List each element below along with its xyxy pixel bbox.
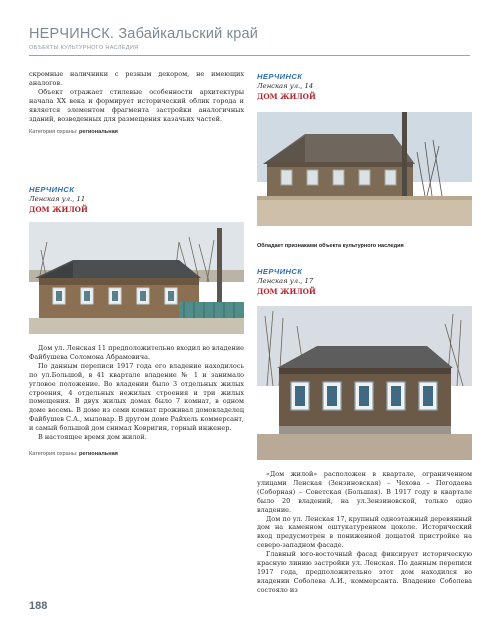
object-note-lenskaya-14 (257, 232, 472, 251)
page-header-title: НЕРЧИНСК. Забайкальский край (29, 26, 259, 42)
page-number: 188 (29, 600, 48, 612)
paragraph-current-use: В настоящее время дом жилой. (38, 433, 147, 442)
object-city: НЕРЧИНСК (29, 185, 75, 194)
photo-house-lenskaya-14 (257, 112, 472, 226)
paragraph-continued: скромные наличники с резным декором, не имеющих аналогов. (29, 70, 244, 87)
paragraph-building: Дом по ул. Ленская 17, крупный одноэтажный деревянный дом на каменном оштукатуренном цоколе. Исторический вход предусмотрен в пониженной дощатой пристройке на северо-западном фасаде. (257, 514, 472, 550)
protection-category-value: региональная (79, 450, 118, 457)
protection-category (29, 451, 244, 457)
protection-category-label: Категория охраны: (29, 450, 78, 457)
object-address: Ленская ул., 17 (257, 277, 314, 285)
photo-house-lenskaya-11 (29, 222, 244, 334)
object-name: ДОМ ЖИЛОЙ (29, 204, 88, 214)
paragraph-location: «Дом жилой» расположен в квартале, ограниченном улицами Ленская (Зензиновская) – Чехова – Погодаева (Соборная) – Советская (Большая). В 1917 году в квартале было 20 владений, на ул.Зензиновской, только одно владение. (257, 470, 472, 514)
paragraph-facade: Главный юго-восточный фасад фиксирует историческую красную линию застройки ул. Ленская. По данным переписи 1917 года, предположительно этот дом находился во владении Соболева А.И., коммерсанта. Владение Соболева состояло из (257, 550, 472, 594)
left-column (29, 70, 244, 135)
photo-house-lenskaya-17 (257, 306, 472, 460)
object-city: НЕРЧИНСК (257, 267, 303, 276)
heritage-signs-note: Обладает признаками объекта культурного наследия (257, 243, 404, 249)
paragraph-census: По данным переписи 1917 года его владение находилось по ул.Большой, в 41 квартале владение № 1 и занимало угловое положение. Во владении было 3 отдельных жилых строения, 4 отдельных нежилых строения и три жилых помещения. В двух жилых домах было 7 комнат, в одном доме восемь. В доме из семи комнат проживал домовладелец Файбушев С.А., мыловар. В другом доме Райхель коммерсант, и самый большой дом снимал Ковригин, горный инженер. (29, 361, 244, 433)
object-description-lenskaya-11 (29, 344, 244, 457)
object-address: Ленская ул., 11 (29, 195, 86, 203)
paragraph-style-description: Объект отражает стилевые особенности архитектуры начала XX века и формирует исторический облик города и является элементом фрагмента застройки аналогичных зданий, возведенных для размещения казачьих частей. (29, 87, 244, 123)
object-city: НЕРЧИНСК (257, 72, 303, 81)
header-divider (29, 55, 470, 56)
object-name: ДОМ ЖИЛОЙ (257, 286, 316, 296)
object-heading-lenskaya-11 (29, 185, 244, 215)
protection-category-value: региональная (79, 129, 118, 136)
object-name: ДОМ ЖИЛОЙ (257, 91, 316, 101)
protection-category-label: Категория охраны: (29, 129, 78, 136)
protection-category (29, 129, 244, 135)
paragraph-owner: Дом ул. Ленская 11 предположительно входил во владение Файбушева Соломона Абрамовича. (29, 344, 244, 361)
object-address: Ленская ул., 14 (257, 82, 314, 90)
page-header-subtitle: ОБЪЕКТЫ КУЛЬТУРНОГО НАСЛЕДИЯ (29, 45, 139, 51)
object-heading-lenskaya-14 (257, 72, 472, 102)
object-description-lenskaya-17 (257, 470, 472, 595)
object-heading-lenskaya-17 (257, 267, 472, 297)
